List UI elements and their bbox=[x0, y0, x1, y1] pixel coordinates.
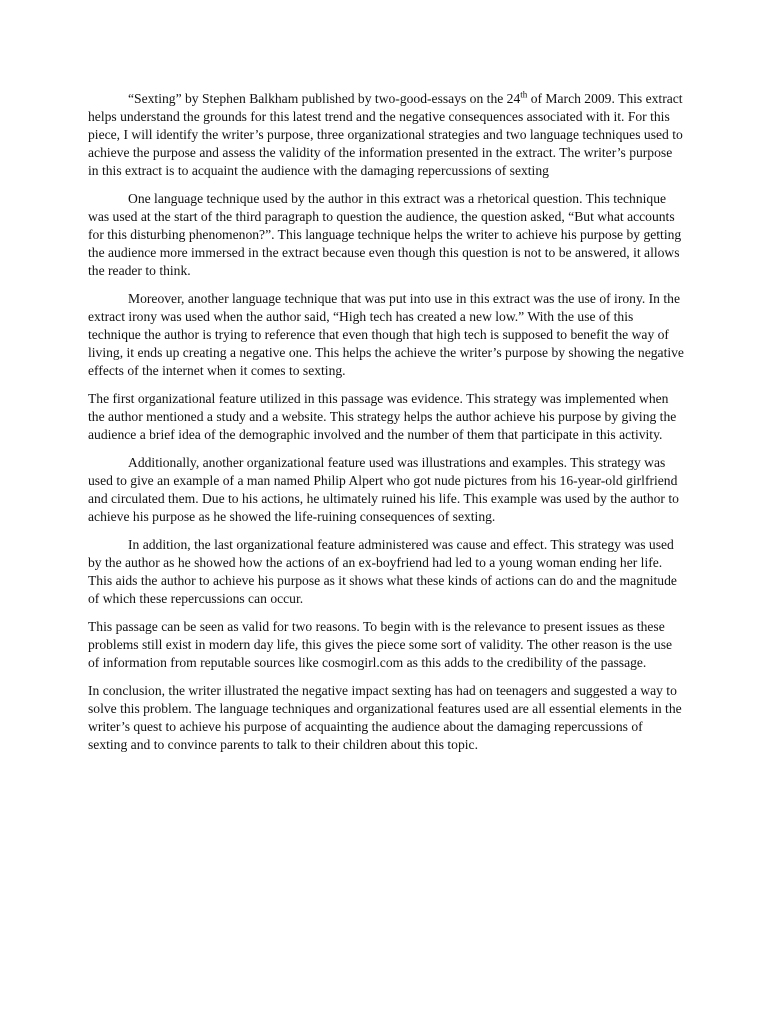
paragraph-validity: This passage can be seen as valid for two reasons. To begin with is the relevance to present issues as these problems still exist in modern day life, this gives the piece some sort of validity. The other reason is the use of information from reputable sources like cosmogirl.com as this adds to the credibility of the passage. bbox=[88, 619, 673, 670]
paragraph-illustrations: Additionally, another organizational feature used was illustrations and examples. This strategy was used to give an example of a man named Philip Alpert who got nude pictures from his 16-year-old girlfriend and circulated them. Due to his actions, he ultimately ruined his life. This example was used by the author to achieve his purpose as he showed the life-ruining consequences of sexting. bbox=[88, 455, 679, 524]
paragraph-irony: Moreover, another language technique that was put into use in this extract was the use of irony. In the extract irony was used when the author said, “High tech has created a new low.” With the use of this technique the author is trying to reference that even though that high tech is supposed to benefit the way of living, it ends up creating a negative one. This helps the achieve the writer’s purpose by showing the negative effects of the internet when it comes to sexting. bbox=[88, 291, 684, 378]
intro-text-start: “Sexting” by Stephen Balkham published by two-good-essays on the 24 bbox=[128, 91, 521, 106]
paragraph-evidence: The first organizational feature utilized in this passage was evidence. This strategy was implemented when the author mentioned a study and a website. This strategy helps the author achieve his purpose by giving the audience a brief idea of the demographic involved and the number of them that participate in this activity. bbox=[88, 391, 677, 442]
ordinal-suffix: th bbox=[520, 89, 528, 100]
paragraph-cause-effect: In addition, the last organizational feature administered was cause and effect. This strategy was used by the author as he showed how the actions of an ex-boyfriend had led to a young woman ending her life. This aids the author to achieve his purpose as it shows what these kinds of actions can do and the magnitude of which these repercussions can occur. bbox=[88, 537, 677, 606]
paragraph-conclusion: In conclusion, the writer illustrated the negative impact sexting has had on teenagers and suggested a way to solve this problem. The language techniques and organizational features used are all essential elements in the writer’s quest to achieve his purpose of acquainting the audience about the damaging repercussions of sexting and to convince parents to talk to their children about this topic. bbox=[88, 683, 682, 752]
intro-text-end: of March 2009. This extract helps understand the grounds for this latest trend and the negative consequences associated with it. For this piece, I will identify the writer’s purpose, three organizational strategies and two language techniques used to achieve the purpose and assess the validity of the information presented in the extract. The writer’s purpose in this extract is to acquaint the audience with the damaging repercussions of sexting bbox=[88, 91, 683, 178]
paragraph-rhetorical-question: One language technique used by the author in this extract was a rhetorical question. This technique was used at the start of the third paragraph to question the audience, the question asked, “But what accounts for this disturbing phenomenon?”. This language technique helps the writer to achieve his purpose by getting the audience more immersed in the extract because even though this question is not to be answered, it allows the reader to think. bbox=[88, 191, 682, 278]
document-page bbox=[88, 90, 684, 764]
paragraph-intro bbox=[88, 90, 684, 180]
